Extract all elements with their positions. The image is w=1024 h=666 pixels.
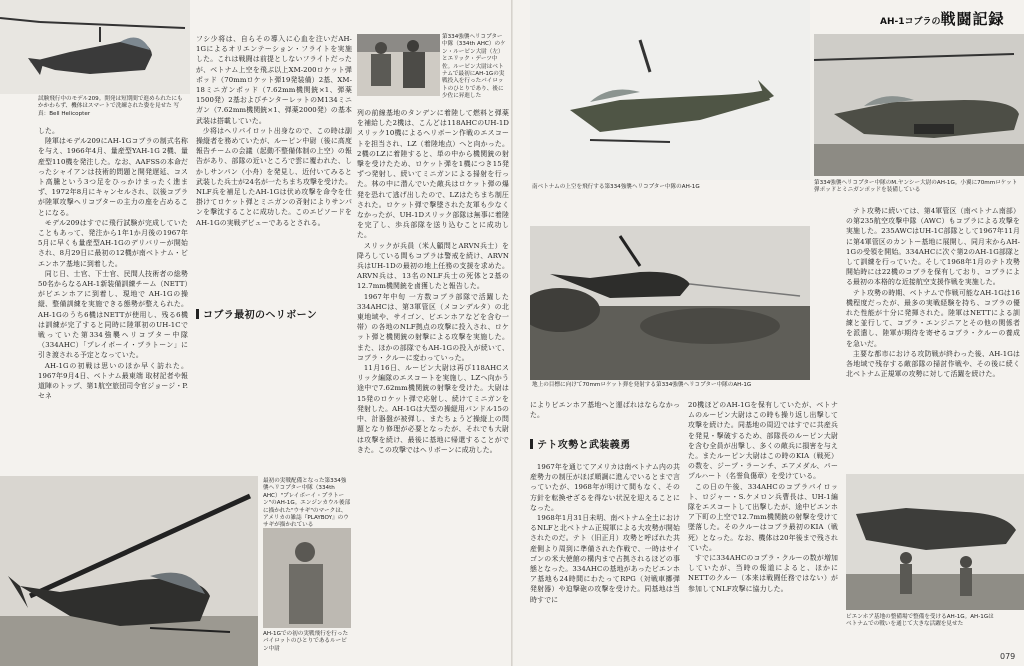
paragraph: 1968年1月31日未明、南ベトナム全土におけるNLFと北ベトナム正規軍による大攻勢が開始されたのだ。テト（旧正月）攻勢と呼ばれた共産側より周到に準備された作戦で、一時はサイゴンの米大使館の構内まで占拠されるほどの事態となった。334AHCの基地があったビエンホア基地も24時間にわたってRPG（対戦車擲弾発射器）や迫撃砲の攻撃を受けた。同基地は当時すでに bbox=[530, 514, 680, 604]
portrait-image bbox=[263, 528, 351, 628]
model209-image bbox=[0, 0, 190, 94]
caption-rockets: 地上の目標に向けて70mmロケット弾を発射する第334強襲ヘリコプター中隊のAH-1G bbox=[532, 382, 752, 388]
cobra-rockets-image bbox=[530, 226, 810, 380]
column-4b bbox=[530, 462, 680, 660]
paragraph: 11月16日、ルーピン大尉は再び118AHCスリック編隊のエスコートを実施し、LZへ向かう途中で7.62mm機関銃の射撃を受けた。大尉は15発のロケット弾で応射し、続けてミニガンを発射した。AH-1Gは大型の操縦用バンドル15の中、計器盤が被弾し、またちょうど操縦上の問題となり修理が必要となったが、それでも大尉は攻撃を続け、最後に基地に帰還することができた。この攻撃ではヘリボーンに成功した。 bbox=[357, 364, 509, 454]
caption-maintenance: ビエンホア基地の整備場で整備を受けるAH-1G。AH-1Gはベトナムでの戦いを通じて大きな活躍を見せた bbox=[846, 614, 994, 628]
paragraph: モデル209はすでに飛行試験が完成していたこともあって、発注から1年1か月後の1967年5月に早くも量産型AH-1Gのデリバリーが開始され、8月29日に最初の12機が南ベトナム・ビエンホア基地に到着した。 bbox=[38, 218, 188, 268]
caption-model209: 試験飛行中のモデル209。開発は短期間で進められたにもかかわらず、機体はスマートで洗練された姿を見せた 写真：Bell Helicopter bbox=[38, 96, 183, 117]
photo-playboy-cobra bbox=[0, 476, 258, 666]
paragraph: 陸軍はモデル209にAH-1Gコブラの制式名称を与え、1966年4月、量産型YAH-1G 2機、量産型110機を発注した。なお、AAFSSの本命だったシャイアンは技術的問題と開発遅延、コスト高騰という3つ足をひっかけまったく進まず、1972年8月にキャンセルされ、以後コブラが陸軍攻撃ヘリコプターの主力の座を占めることになる。 bbox=[38, 137, 188, 217]
caption-yancy: 第334強襲ヘリコプター中隊のM.ヤンシー大尉のAH-1G。小翼に70mmロケット弾ポッドとミニガンポッドを装備している bbox=[814, 180, 1018, 194]
heading-bar bbox=[196, 309, 199, 319]
paragraph: 少将はヘリパイロット出身なので、この時は副操縦者を務めていたが、ルーピン中尉（後に高度報告チームの会議（起動不整備体制の上空）の報告があり、部隊の近いところで雲に覆われた、しかしサンパン（小舟）を発見し、近付いてみると武装した兵士が24名が一たちまち攻撃を受けた。NLF兵を補足したAH-1Gは伏め攻撃を命令を仕掛けてロケット弾とミニガンの斉射によりサンパンを撃沈することに成功した。このエピソードをAH-1Gの実戦デビューであるとされる。 bbox=[196, 126, 352, 227]
maintenance-image bbox=[846, 474, 1024, 610]
heading-text: コブラ最初のヘリボーン bbox=[203, 310, 318, 321]
paragraph: フシ少将は、自らその導入に心血を注いだAH-1Gによるオリエンテーション・フライトを実施した。これは戦闘は前提としないフライトだったが、ベトナム上空を飛ぶ以上XM-200ロケット弾ポッド（70mmロケット弾19発装備）2基、XM-18ミニガンポッド（7.62mm機関銃×1、弾薬1500発）2基およびチンターレットのM134ミニガン（7.62mm機関銃×1、弾薬2000発）の基本武装は搭載していた。 bbox=[196, 35, 352, 125]
playboy-cobra-image bbox=[0, 476, 258, 666]
photo-model209 bbox=[0, 0, 190, 94]
paragraph: によりビエンホア基地へと運ばれはならなかった。 bbox=[530, 401, 680, 420]
photo-cobra-flight-1 bbox=[530, 0, 810, 180]
paragraph: 主要な都市における攻防戦が終わった後、AH-1Gは各地域で残存する敵部隊の掃討作戦や、その後に続く北ベトナム正規軍の攻勢に対して活躍を続けた。 bbox=[846, 349, 1020, 379]
cobra-yancy-image bbox=[814, 34, 1024, 176]
caption-pilots: 第334強襲ヘリコプター中隊（334th AHC）のケン・ルーピン大尉（左）とエリック・デーツ中佐。ルーピン大尉はベトナムで最初にAH-1Gの実戦投入を行ったパイロットのひとりであり、後に少佐に昇進した bbox=[442, 34, 506, 100]
paragraph: AH-1Gの初戦は思いのほか早く訪れた。1967年9月4日、ベトナム最東端 取材記者や報道陣のトップ、第1航空旅団司令官ジョージ・P.セネ bbox=[38, 361, 188, 401]
paragraph: すでに334AHCのコブラ・クルーの数が増加していたが、当時の報道によると、ほかにNETTのクルー（本来は戦闘任務ではない）が参加してNLF攻撃に協力した。 bbox=[688, 554, 838, 593]
column-5 bbox=[688, 400, 838, 660]
column-2b bbox=[196, 332, 352, 464]
photo-pilots bbox=[357, 34, 440, 96]
photo-cobra-yancy bbox=[814, 34, 1024, 176]
paragraph: この日の午後、334AHCのコブラパイロット、ロジャー・S.ケメロン兵曹長は、UH-1編隊をエスコートして出撃したが、途中ビエンホア下町の上空で12.7mm機関銃の射撃を受けて墜落した。そのクルーはコブラ最初のKIA（戦死）となった。なお、機体は20年後まで残されていた。 bbox=[688, 482, 838, 552]
section-heading-2 bbox=[530, 436, 631, 451]
pilots-image bbox=[357, 34, 440, 96]
caption-portrait: AH-1Gでの初の実戦飛行を行ったパイロットのひとりであるルーピン中尉 bbox=[263, 631, 349, 652]
cobra-flight-1-image bbox=[530, 0, 810, 180]
paragraph: スリックが兵員（米人顧問とARVN兵士）を降ろしている間もコブラは警戒を続け、ARVN兵はUH-1Dの最初の地上任務の支援を求めた。ARVN兵は、13名のNLF兵士の死体と2基の12.7mm機関銃を鹵獲したと報告した。 bbox=[357, 241, 509, 291]
column-1 bbox=[38, 126, 188, 464]
paragraph: 1967年を通じてアメリカは南ベトナム内の共産勢力の制圧がほぼ順調に進んでいるとまで言っていたが、1968年が明けて間もなく、その方針を転換せざるを得ない状況を迎えることになった。 bbox=[530, 463, 680, 512]
column-6 bbox=[846, 206, 1020, 464]
paragraph: した。 bbox=[38, 127, 59, 135]
paragraph: テト攻勢の時期、ベトナムで作戦可能なAH-1Gは16機程度だったが、最多の実戦経験を持ち、コブラの優れた性能が十分に発揮された。陸軍はNETTによる訓練と並行して、コブラ・エンジニアとその他の関係者を派遣し、陸軍が期待を寄せるコブラ・クルーの養成を急いだ。 bbox=[846, 288, 1020, 348]
page-number: 079 bbox=[1000, 652, 1016, 661]
heading-text: テト攻勢と武装義勇 bbox=[537, 440, 631, 451]
photo-portrait bbox=[263, 528, 351, 628]
caption-flight-1: 南ベトナムの上空を飛行する第334強襲ヘリコプター中隊のAH-1G bbox=[532, 184, 700, 190]
page-gutter bbox=[511, 0, 513, 666]
paragraph: 1967年中旬 一方数コブラ部隊で活躍した334AHCは、第3軍管区（メコンデルタ）の北東地域や、サイゴン、ビエンホアなどを含む一帯）の各地のNLF拠点の攻撃に投入され、ロケット弾と機関銃の射撃による攻撃を実施した。また、ほかの部隊でもAH-1Gの投入が続いて、コブラ・クルーに変わっていった。 bbox=[357, 292, 509, 362]
paragraph: 20機ほどのAH-1Gを保有していたが、ベトナムのルーピン大尉はこの時も操り返し出撃して攻撃を続けた。同基地の周辺ではすでに共産兵を発見・撃破するため、部隊長のルーピン大尉を含む全員が出撃し、多くの敵兵に損害を与えた。またルーピン大尉はこの時のKIA（戦死）の数を、ジープ・ラーンチ、エアメダル、パープルハート（名誉負傷章）を受けている。 bbox=[688, 401, 838, 481]
paragraph: 列の前線基地のタンデンに着陸して燃料と弾薬を補給した2機は、こんどは118AHCのUH-1Dスリック10機によるヘリボーン作戦のエスコートを担当され、LZ（着陸地点）へと向かった。2機のLZに着陸すると、単の中から機関銃の射撃を受けたため、ロケット弾を1機につき15発ずつ発射し、続いてミニガンによる掃射を行った。林の中に潜んでいた敵兵はロケット弾の爆発を恐れて逃げ出したので、LZはたちまち制圧された。ロケット弾で撃墜された友軍も少なくなかったが、UH-1Dスリック部隊は無事に着陸を完了し、歩兵部隊を送り込むことに成功した。 bbox=[357, 109, 509, 240]
paragraph: 同じ日、士官、下士官、民間人技術者の総勢50名からなるAH-1新装備訓練チーム（NETT）がビエンホアに到着し、現地で AH-1Gの操縦、整備訓練を実施できる態勢が整えられた。AH-1Gのうち6機はNETTが使用し、残る6機は訓練が完了すると同時に陸軍初のUH-1Cで戦っていた第334強襲ヘリコプター中隊（334AHC）「プレイボーイ・プラトーン」に引き渡される予定となっていた。 bbox=[38, 269, 188, 360]
photo-maintenance bbox=[846, 474, 1024, 610]
photo-cobra-rockets bbox=[530, 226, 810, 380]
heading-bar bbox=[530, 439, 533, 449]
paragraph: テト攻勢に続いては、第4軍管区（南ベトナム南部）の第235航空攻撃中隊（AWC）もコブラによる攻撃を実施した。235AWCはUH-1C部隊として1967年11月に第4軍管区のカントー基地に展開し、同月末からAH-1Gの受領を開始。334AHCに次ぐ第2のAH-1G部隊として訓練を行っていた。そして1968年1月のテト攻勢開始時には22機のコブラを保有しており、コブラによる最初の本格的な近接航空支援作戦を実施した。 bbox=[846, 207, 1020, 287]
running-header-small: AH-1コブラの bbox=[880, 17, 941, 27]
column-2 bbox=[196, 34, 352, 298]
caption-playboy: 最初の実戦配備となった第334強襲ヘリコプター中隊（334th AHC）"プレイボーイ・プラトーン"のAH-1G。エンジンカウル後部に描かれた"ウサギ"のマークは、アメリカの雑誌『PLAYBOY』のウサギが描かれている bbox=[263, 478, 351, 529]
running-header-large: 戦闘記録 bbox=[940, 10, 1005, 28]
running-header bbox=[880, 8, 1005, 29]
section-heading-1 bbox=[196, 306, 317, 321]
column-3 bbox=[357, 108, 509, 464]
